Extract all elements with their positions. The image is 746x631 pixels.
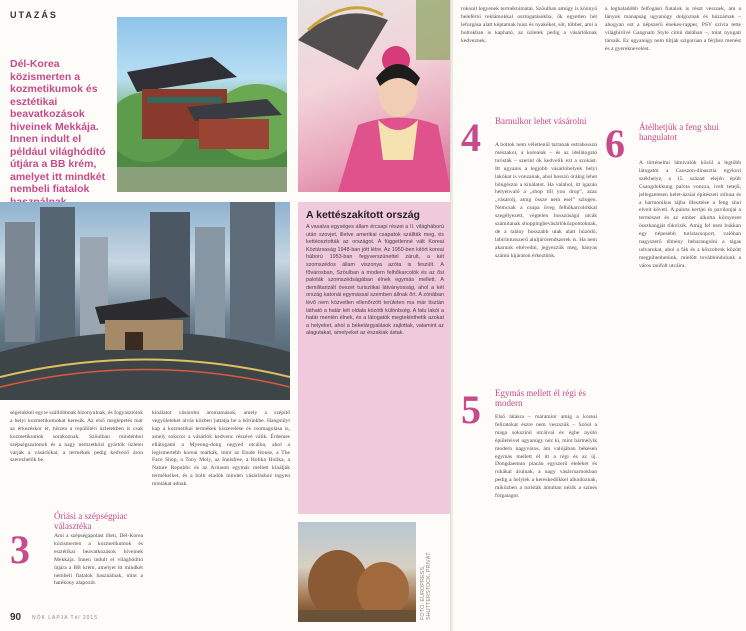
section-4-number: 4 — [461, 115, 481, 160]
city-illustration — [0, 202, 290, 400]
city-photo — [0, 202, 290, 400]
sidebar-box-text: A vasalva egységes állam ércsapi részei a II. világháború után szovjet, illetve amerikai csapatok szállták meg, és kettéosztották az országot. A függetlenné vált Koreai Köztársaság 1948-ban jött létre. Az 1950-ben kitört koreai háború 1953-ban fegyverszünettel zárult, a két szomszédos állam viszonya azóta is feszült. A fővárosban, Szöulban a modern felhőkarcolók és az ősi paloták szomszédságában élnek egymás mellett. A demilitarizált övezet turisztikai látványosság, ahol a két ország katonái egymással szemben állnak őrt. A zónában lévő nem közvetlen ellenőrzött területen ma már tisztán látható a határ két oldala közötti különbség. A falu lakói a határ mentén élnek, és a látogatók megtekinthetik azokat a helyeket, ahol a béketárgyalások zajlottak, valamint az alagutakat, amelyeket az északiak ástak. — [306, 224, 444, 337]
left-column-text-2: kínálatot vásárolni aromamások, amely a szépítő vegyületeket alvás közben juttatja be a bőrünkbe. Hangsúlyt kap a kozmetikai termékek kiszerelése és csomagolása is, amely sokszor a vásárlók kedvenc részévé válik. Érdemes ellátogatni a Myeong-dong negyed utcáiba, ahol a legismertebb koreai márkák, mint az Etude House, a The Face Shop, a Tony Moly, az Innisfree, a Holika Holika, a Nature Republic és az Aritaum egymás mellett kínálják termékeiket, és a bolti eladók minden vásárláshoz ingyen mintákat adnak. — [152, 410, 290, 488]
section-3-text: Ami a szépségápolást illeti, Dél-Korea közismerten a kozmetikumok és esztétikai beavatkozások hiveinek Mekkája. Innen indult el világhódító útjára a BB krém, amelyet itt mindkét nembeli fiatalok használnak, mint a hatékony alapozót. — [54, 533, 143, 587]
photo-credit: FOTÓ: EUROPRESS, SHUTTERSTOCK, PRIVÁT — [420, 552, 432, 620]
right-page — [453, 0, 746, 631]
page-number: 90 — [10, 612, 22, 623]
right-column-text-2: a leghaladóbb felfogású fiatalok is részt vesznek, ám a lányok manapság ugyanúgy dolgoznak és húzzámak – ahogyan ezt a népszerű énekes-rapper, PSY szívta tette világhírűvé Gangnam Style című dalában –, mint nyugati társaik. Ez ugyanúgy nem tiltják szigorúan a férjhez menést és a gyereknevelést. — [605, 6, 741, 52]
section-3-number: 3 — [10, 527, 30, 572]
section-5-number: 5 — [461, 387, 481, 432]
left-column-text-1: ségeinkkel egyre szállóbbnak bizonyulnak, és fogyasztóink a helyi kozmetikumokat keresik. Az első meglepetés már az érkezéskor ér, hiszen a repülőtéri üzletekben is csak kozmetikumok sorakoznak. Szöulban mindenhol szépségszalonok és a nagy nemzetközi gyártók üzletei várják a vásárlókat, a termékek pedig kedvező áron szerezhetők be. — [10, 410, 143, 464]
dancer-illustration — [298, 0, 451, 192]
section-label: UTAZÁS — [10, 10, 58, 20]
section-3-title: Óriási a szépségpiac választéka — [54, 511, 128, 531]
sidebar-box-title: A kettészakított ország — [306, 209, 420, 221]
section-6-title: Átélhetjük a feng shui hangulatot — [639, 122, 719, 142]
stones-photo — [298, 522, 416, 622]
footer-text: NŐK LAPJA Tél 2015 — [32, 615, 98, 621]
palace-photo — [117, 17, 287, 192]
section-5-title: Egymás mellett él régi és modern — [495, 388, 586, 408]
section-4-text: A boltok nem véletlenül tartanak estrahosszú mészakot, a koreaiak – és az idelátogató turisták – szerint ők kedvelik ezt a szokást. Itt ugyanis a legjobb vásárlóhelyek helyi lakókat is vonzanak, ahol hosszú órákig lehet böngészni a kínálatot. Ha valahol, itt igazán helyénvaló a „shop till you drop”, azaz „vásárolj, amíg össze nem esel” szlogen. Nemcsak a csupa üveg felhőkarcolókkal szegélyezett, végtelen hosszúságú utcák számítanak shoppingbevásárlóközpontoknak, de a talány hosszabb utak alatt húzódó, labirintusszerű aluljárórendszerek is. Ha nem akarunk eltévedni, jegyezzük meg, hányas számú kijáraton érkeztünk. — [495, 142, 597, 259]
right-column-text-1: rokonít legyenek terméknimátai. Szöulban amúgy is könnyű beleférni reklámokkal osztogatásokba, ők egyetlen hét leforgása alatt képtamak húsz és nyakéket, sőt, többet, ami a boltokban is kapható, az üzletek pedig a vásárlóknak kedveznek. — [461, 6, 597, 44]
section-6-number: 6 — [605, 121, 625, 166]
palace-illustration — [117, 17, 287, 192]
section-4-title: Barnulkor lehet vásárolni — [495, 116, 587, 126]
stones-illustration — [298, 522, 416, 622]
section-5-text: Első látásra – máramint amíg a koreai feliratokat észre nem veszszük – Szöul a maga sokszínű utcáival és égbe nyúló épületeivel ugyanúgy néz ki, mint bármelyik modern nagyváros, ám valójában békésen egymás mellett él itt a régi és az új. Dongdaemun piacán egyszerű ételeket és ruhákat árulnak, a nagy vásárcsarnokban pedig a helyiek a kereskedőkkel alkudoznak, miközben a turisták ámultan nézik a színes forgatagot. — [495, 414, 597, 500]
sidebar-box — [298, 202, 450, 514]
section-6-text: A történelmi látnivalók közül a legtöbb látogatót a Csoszon-dinasztia egykori székhelye, a 15. század elején épült Csangdokkung palota vonzza, ivelt tetejű, jellegzetesen kelet-ázsiai építészeti stílusa és a harmonikus tájba illesztése a feng shui elveit követi. A palota kertjei és pavilonjai a természet és az ember alkotta környezet összhangját tükrözik. Amíg fel nem bukkan egy népesebb turistacsoport, valóban nagyszerű élmény bebarangolni a tágas udvarokat, ahol a fák és a kőszobrok között megpihenhetünk, mielőtt továbbindulunk a város zsúfolt utcáira. — [639, 160, 741, 269]
lead-text: Dél-Korea közismerten a kozmetikumok és esztétikai beavatkozások hiveinek Mekkája. Innen indult el például világhódító útjára a BB krém, amelyet itt mindkét nembeli fiatalok — [10, 58, 106, 195]
dancer-photo — [298, 0, 451, 192]
